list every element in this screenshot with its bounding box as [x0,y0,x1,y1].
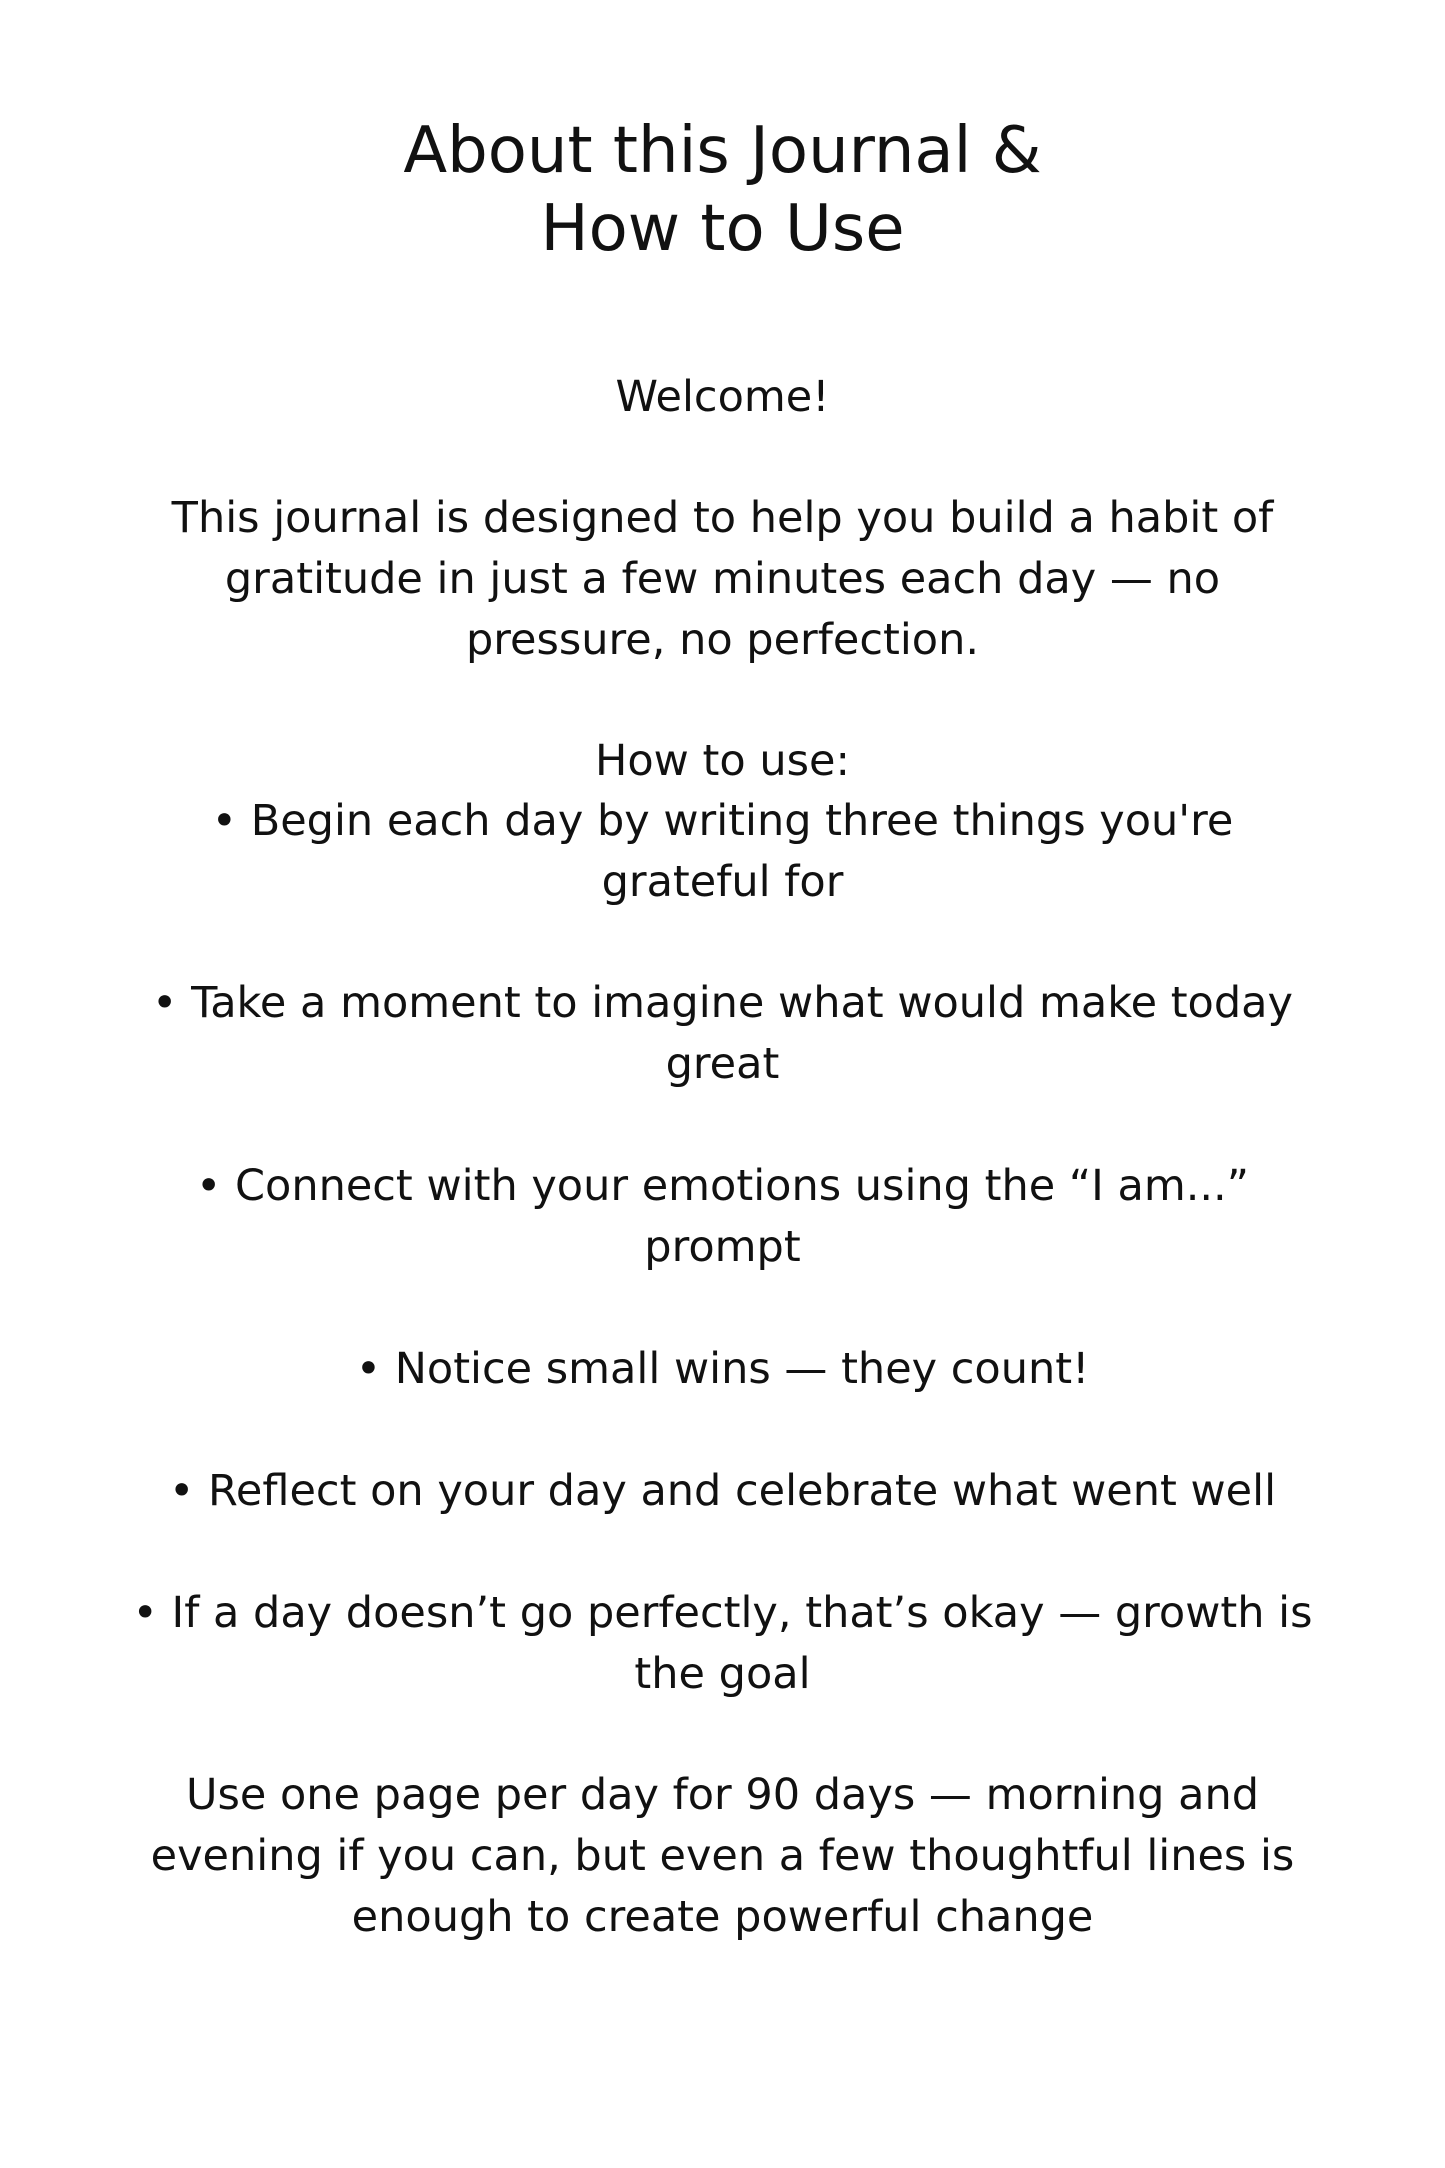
closing-line-3: enough to create powerful change [351,1892,1094,1942]
tip-line: • Notice small wins — they count! [355,1344,1090,1394]
closing-line-1: Use one page per day for 90 days — morning and [185,1770,1260,1820]
intro-line-1: This journal is designed to help you build a habit of [171,493,1274,543]
welcome-text: Welcome! [615,372,830,422]
tip-line: the goal [634,1649,811,1699]
tip-line: • Take a moment to imagine what would make today [152,978,1293,1028]
tip-line: • Connect with your emotions using the “I am...” [195,1161,1250,1211]
tip-item [0,973,1445,1095]
page-title-line-1: About this Journal & [403,114,1042,188]
tip-line: • Reflect on your day and celebrate what went well [168,1466,1277,1516]
tip-item [0,1583,1445,1705]
tip-line: grateful for [601,857,844,907]
tip-line: great [665,1039,780,1089]
intro-paragraph [0,488,1445,671]
closing-paragraph [0,1765,1445,1948]
tip-item [0,1461,1445,1522]
closing-line-2: evening if you can, but even a few thoughtful lines is [150,1831,1295,1881]
page-title-line-2: How to Use [540,192,905,266]
tip-item [0,1156,1445,1278]
page-title [0,112,1445,268]
tip-line: prompt [644,1222,801,1272]
how-to-use-heading: How to use: [595,736,850,786]
tip-item [0,1339,1445,1400]
intro-line-3: pressure, no perfection. [466,615,979,665]
intro-line-2: gratitude in just a few minutes each day — no [224,554,1221,604]
tip-item [0,791,1445,913]
tip-line: • Begin each day by writing three things you're [211,796,1234,846]
tip-line: • If a day doesn’t go perfectly, that’s okay — growth is [132,1588,1313,1638]
